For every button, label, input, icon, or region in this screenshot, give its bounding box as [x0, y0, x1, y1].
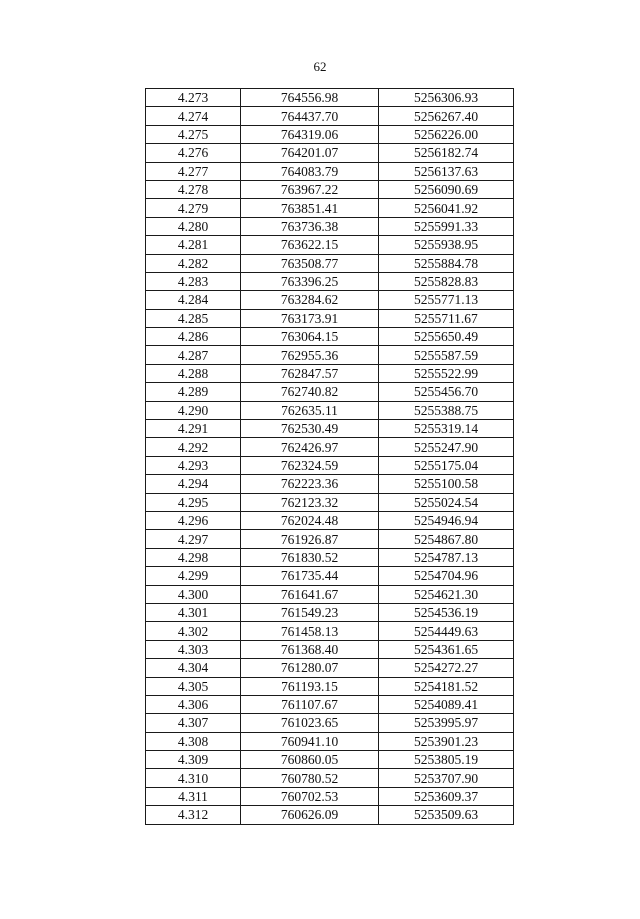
- y-coordinate-cell: 5255938.95: [379, 236, 514, 254]
- y-coordinate-cell: 5254621.30: [379, 585, 514, 603]
- table-row: [146, 162, 514, 180]
- point-number-cell: 4.274: [146, 107, 241, 125]
- y-coordinate-cell: 5253609.37: [379, 787, 514, 805]
- x-coordinate-cell: 763064.15: [241, 328, 379, 346]
- x-coordinate-cell: 760941.10: [241, 732, 379, 750]
- x-coordinate-cell: 762223.36: [241, 475, 379, 493]
- y-coordinate-cell: 5254704.96: [379, 567, 514, 585]
- y-coordinate-cell: 5255587.59: [379, 346, 514, 364]
- x-coordinate-cell: 761926.87: [241, 530, 379, 548]
- y-coordinate-cell: 5254787.13: [379, 548, 514, 566]
- x-coordinate-cell: 762123.32: [241, 493, 379, 511]
- table-row: [146, 254, 514, 272]
- point-number-cell: 4.297: [146, 530, 241, 548]
- x-coordinate-cell: 764437.70: [241, 107, 379, 125]
- table-row: [146, 567, 514, 585]
- x-coordinate-cell: 761830.52: [241, 548, 379, 566]
- table-row: [146, 199, 514, 217]
- x-coordinate-cell: 763284.62: [241, 291, 379, 309]
- table-row: [146, 291, 514, 309]
- y-coordinate-cell: 5255319.14: [379, 420, 514, 438]
- point-number-cell: 4.290: [146, 401, 241, 419]
- point-number-cell: 4.278: [146, 180, 241, 198]
- y-coordinate-cell: 5255650.49: [379, 328, 514, 346]
- y-coordinate-cell: 5254361.65: [379, 640, 514, 658]
- y-coordinate-cell: 5254946.94: [379, 511, 514, 529]
- table-row: [146, 217, 514, 235]
- point-number-cell: 4.296: [146, 511, 241, 529]
- x-coordinate-cell: 762955.36: [241, 346, 379, 364]
- table-row: [146, 438, 514, 456]
- table-row: [146, 732, 514, 750]
- point-number-cell: 4.286: [146, 328, 241, 346]
- point-number-cell: 4.294: [146, 475, 241, 493]
- x-coordinate-cell: 760702.53: [241, 787, 379, 805]
- point-number-cell: 4.273: [146, 89, 241, 107]
- x-coordinate-cell: 760860.05: [241, 751, 379, 769]
- point-number-cell: 4.295: [146, 493, 241, 511]
- point-number-cell: 4.299: [146, 567, 241, 585]
- table-row: [146, 695, 514, 713]
- point-number-cell: 4.276: [146, 144, 241, 162]
- y-coordinate-cell: 5254449.63: [379, 622, 514, 640]
- x-coordinate-cell: 762024.48: [241, 511, 379, 529]
- y-coordinate-cell: 5256137.63: [379, 162, 514, 180]
- x-coordinate-cell: 761280.07: [241, 659, 379, 677]
- table-row: [146, 659, 514, 677]
- table-row: [146, 180, 514, 198]
- table-row: [146, 236, 514, 254]
- point-number-cell: 4.307: [146, 714, 241, 732]
- table-row: [146, 622, 514, 640]
- table-row: [146, 107, 514, 125]
- table-row: [146, 383, 514, 401]
- point-number-cell: 4.277: [146, 162, 241, 180]
- y-coordinate-cell: 5256182.74: [379, 144, 514, 162]
- point-number-cell: 4.309: [146, 751, 241, 769]
- y-coordinate-cell: 5256226.00: [379, 125, 514, 143]
- table-row: [146, 420, 514, 438]
- table-row: [146, 530, 514, 548]
- point-number-cell: 4.302: [146, 622, 241, 640]
- y-coordinate-cell: 5254867.80: [379, 530, 514, 548]
- y-coordinate-cell: 5255100.58: [379, 475, 514, 493]
- point-number-cell: 4.304: [146, 659, 241, 677]
- point-number-cell: 4.291: [146, 420, 241, 438]
- point-number-cell: 4.292: [146, 438, 241, 456]
- table-row: [146, 493, 514, 511]
- table-row: [146, 89, 514, 107]
- x-coordinate-cell: 761735.44: [241, 567, 379, 585]
- y-coordinate-cell: 5254272.27: [379, 659, 514, 677]
- x-coordinate-cell: 761193.15: [241, 677, 379, 695]
- y-coordinate-cell: 5255771.13: [379, 291, 514, 309]
- table-row: [146, 787, 514, 805]
- table-row: [146, 364, 514, 382]
- x-coordinate-cell: 763173.91: [241, 309, 379, 327]
- point-number-cell: 4.287: [146, 346, 241, 364]
- point-number-cell: 4.280: [146, 217, 241, 235]
- point-number-cell: 4.308: [146, 732, 241, 750]
- x-coordinate-cell: 760626.09: [241, 806, 379, 824]
- x-coordinate-cell: 761368.40: [241, 640, 379, 658]
- x-coordinate-cell: 763396.25: [241, 272, 379, 290]
- table-row: [146, 751, 514, 769]
- x-coordinate-cell: 762635.11: [241, 401, 379, 419]
- y-coordinate-cell: 5254089.41: [379, 695, 514, 713]
- point-number-cell: 4.284: [146, 291, 241, 309]
- x-coordinate-cell: 762740.82: [241, 383, 379, 401]
- table-row: [146, 714, 514, 732]
- table-row: [146, 603, 514, 621]
- x-coordinate-cell: 764556.98: [241, 89, 379, 107]
- table-row: [146, 548, 514, 566]
- point-number-cell: 4.288: [146, 364, 241, 382]
- table-row: [146, 125, 514, 143]
- table-row: [146, 401, 514, 419]
- y-coordinate-cell: 5255711.67: [379, 309, 514, 327]
- table-row: [146, 511, 514, 529]
- point-number-cell: 4.303: [146, 640, 241, 658]
- point-number-cell: 4.279: [146, 199, 241, 217]
- point-number-cell: 4.282: [146, 254, 241, 272]
- page-number: 62: [313, 59, 327, 74]
- y-coordinate-cell: 5256090.69: [379, 180, 514, 198]
- y-coordinate-cell: 5255884.78: [379, 254, 514, 272]
- y-coordinate-cell: 5255247.90: [379, 438, 514, 456]
- table-row: [146, 475, 514, 493]
- point-number-cell: 4.298: [146, 548, 241, 566]
- y-coordinate-cell: 5255828.83: [379, 272, 514, 290]
- x-coordinate-cell: 761023.65: [241, 714, 379, 732]
- x-coordinate-cell: 762530.49: [241, 420, 379, 438]
- table-row: [146, 309, 514, 327]
- x-coordinate-cell: 761641.67: [241, 585, 379, 603]
- table-row: [146, 585, 514, 603]
- x-coordinate-cell: 763622.15: [241, 236, 379, 254]
- y-coordinate-cell: 5254181.52: [379, 677, 514, 695]
- table-row: [146, 328, 514, 346]
- x-coordinate-cell: 764319.06: [241, 125, 379, 143]
- point-number-cell: 4.275: [146, 125, 241, 143]
- point-number-cell: 4.283: [146, 272, 241, 290]
- point-number-cell: 4.289: [146, 383, 241, 401]
- y-coordinate-cell: 5255991.33: [379, 217, 514, 235]
- point-number-cell: 4.301: [146, 603, 241, 621]
- x-coordinate-cell: 761458.13: [241, 622, 379, 640]
- x-coordinate-cell: 761107.67: [241, 695, 379, 713]
- point-number-cell: 4.281: [146, 236, 241, 254]
- y-coordinate-cell: 5255175.04: [379, 456, 514, 474]
- x-coordinate-cell: 762324.59: [241, 456, 379, 474]
- point-number-cell: 4.312: [146, 806, 241, 824]
- table-row: [146, 677, 514, 695]
- point-number-cell: 4.306: [146, 695, 241, 713]
- x-coordinate-cell: 762847.57: [241, 364, 379, 382]
- y-coordinate-cell: 5253707.90: [379, 769, 514, 787]
- y-coordinate-cell: 5255522.99: [379, 364, 514, 382]
- table-row: [146, 769, 514, 787]
- point-number-cell: 4.311: [146, 787, 241, 805]
- x-coordinate-cell: 764083.79: [241, 162, 379, 180]
- table-row: [146, 806, 514, 824]
- x-coordinate-cell: 762426.97: [241, 438, 379, 456]
- y-coordinate-cell: 5253805.19: [379, 751, 514, 769]
- y-coordinate-cell: 5256041.92: [379, 199, 514, 217]
- table-row: [146, 272, 514, 290]
- y-coordinate-cell: 5253901.23: [379, 732, 514, 750]
- x-coordinate-cell: 764201.07: [241, 144, 379, 162]
- y-coordinate-cell: 5256267.40: [379, 107, 514, 125]
- y-coordinate-cell: 5255456.70: [379, 383, 514, 401]
- point-number-cell: 4.310: [146, 769, 241, 787]
- coordinates-table: [145, 88, 514, 825]
- x-coordinate-cell: 763851.41: [241, 199, 379, 217]
- table-row: [146, 144, 514, 162]
- point-number-cell: 4.293: [146, 456, 241, 474]
- coordinates-table-body: [146, 89, 514, 825]
- point-number-cell: 4.305: [146, 677, 241, 695]
- x-coordinate-cell: 763967.22: [241, 180, 379, 198]
- y-coordinate-cell: 5256306.93: [379, 89, 514, 107]
- x-coordinate-cell: 763736.38: [241, 217, 379, 235]
- y-coordinate-cell: 5255024.54: [379, 493, 514, 511]
- x-coordinate-cell: 761549.23: [241, 603, 379, 621]
- x-coordinate-cell: 763508.77: [241, 254, 379, 272]
- table-row: [146, 640, 514, 658]
- y-coordinate-cell: 5253995.97: [379, 714, 514, 732]
- y-coordinate-cell: 5254536.19: [379, 603, 514, 621]
- y-coordinate-cell: 5255388.75: [379, 401, 514, 419]
- x-coordinate-cell: 760780.52: [241, 769, 379, 787]
- table-row: [146, 346, 514, 364]
- y-coordinate-cell: 5253509.63: [379, 806, 514, 824]
- point-number-cell: 4.285: [146, 309, 241, 327]
- point-number-cell: 4.300: [146, 585, 241, 603]
- table-row: [146, 456, 514, 474]
